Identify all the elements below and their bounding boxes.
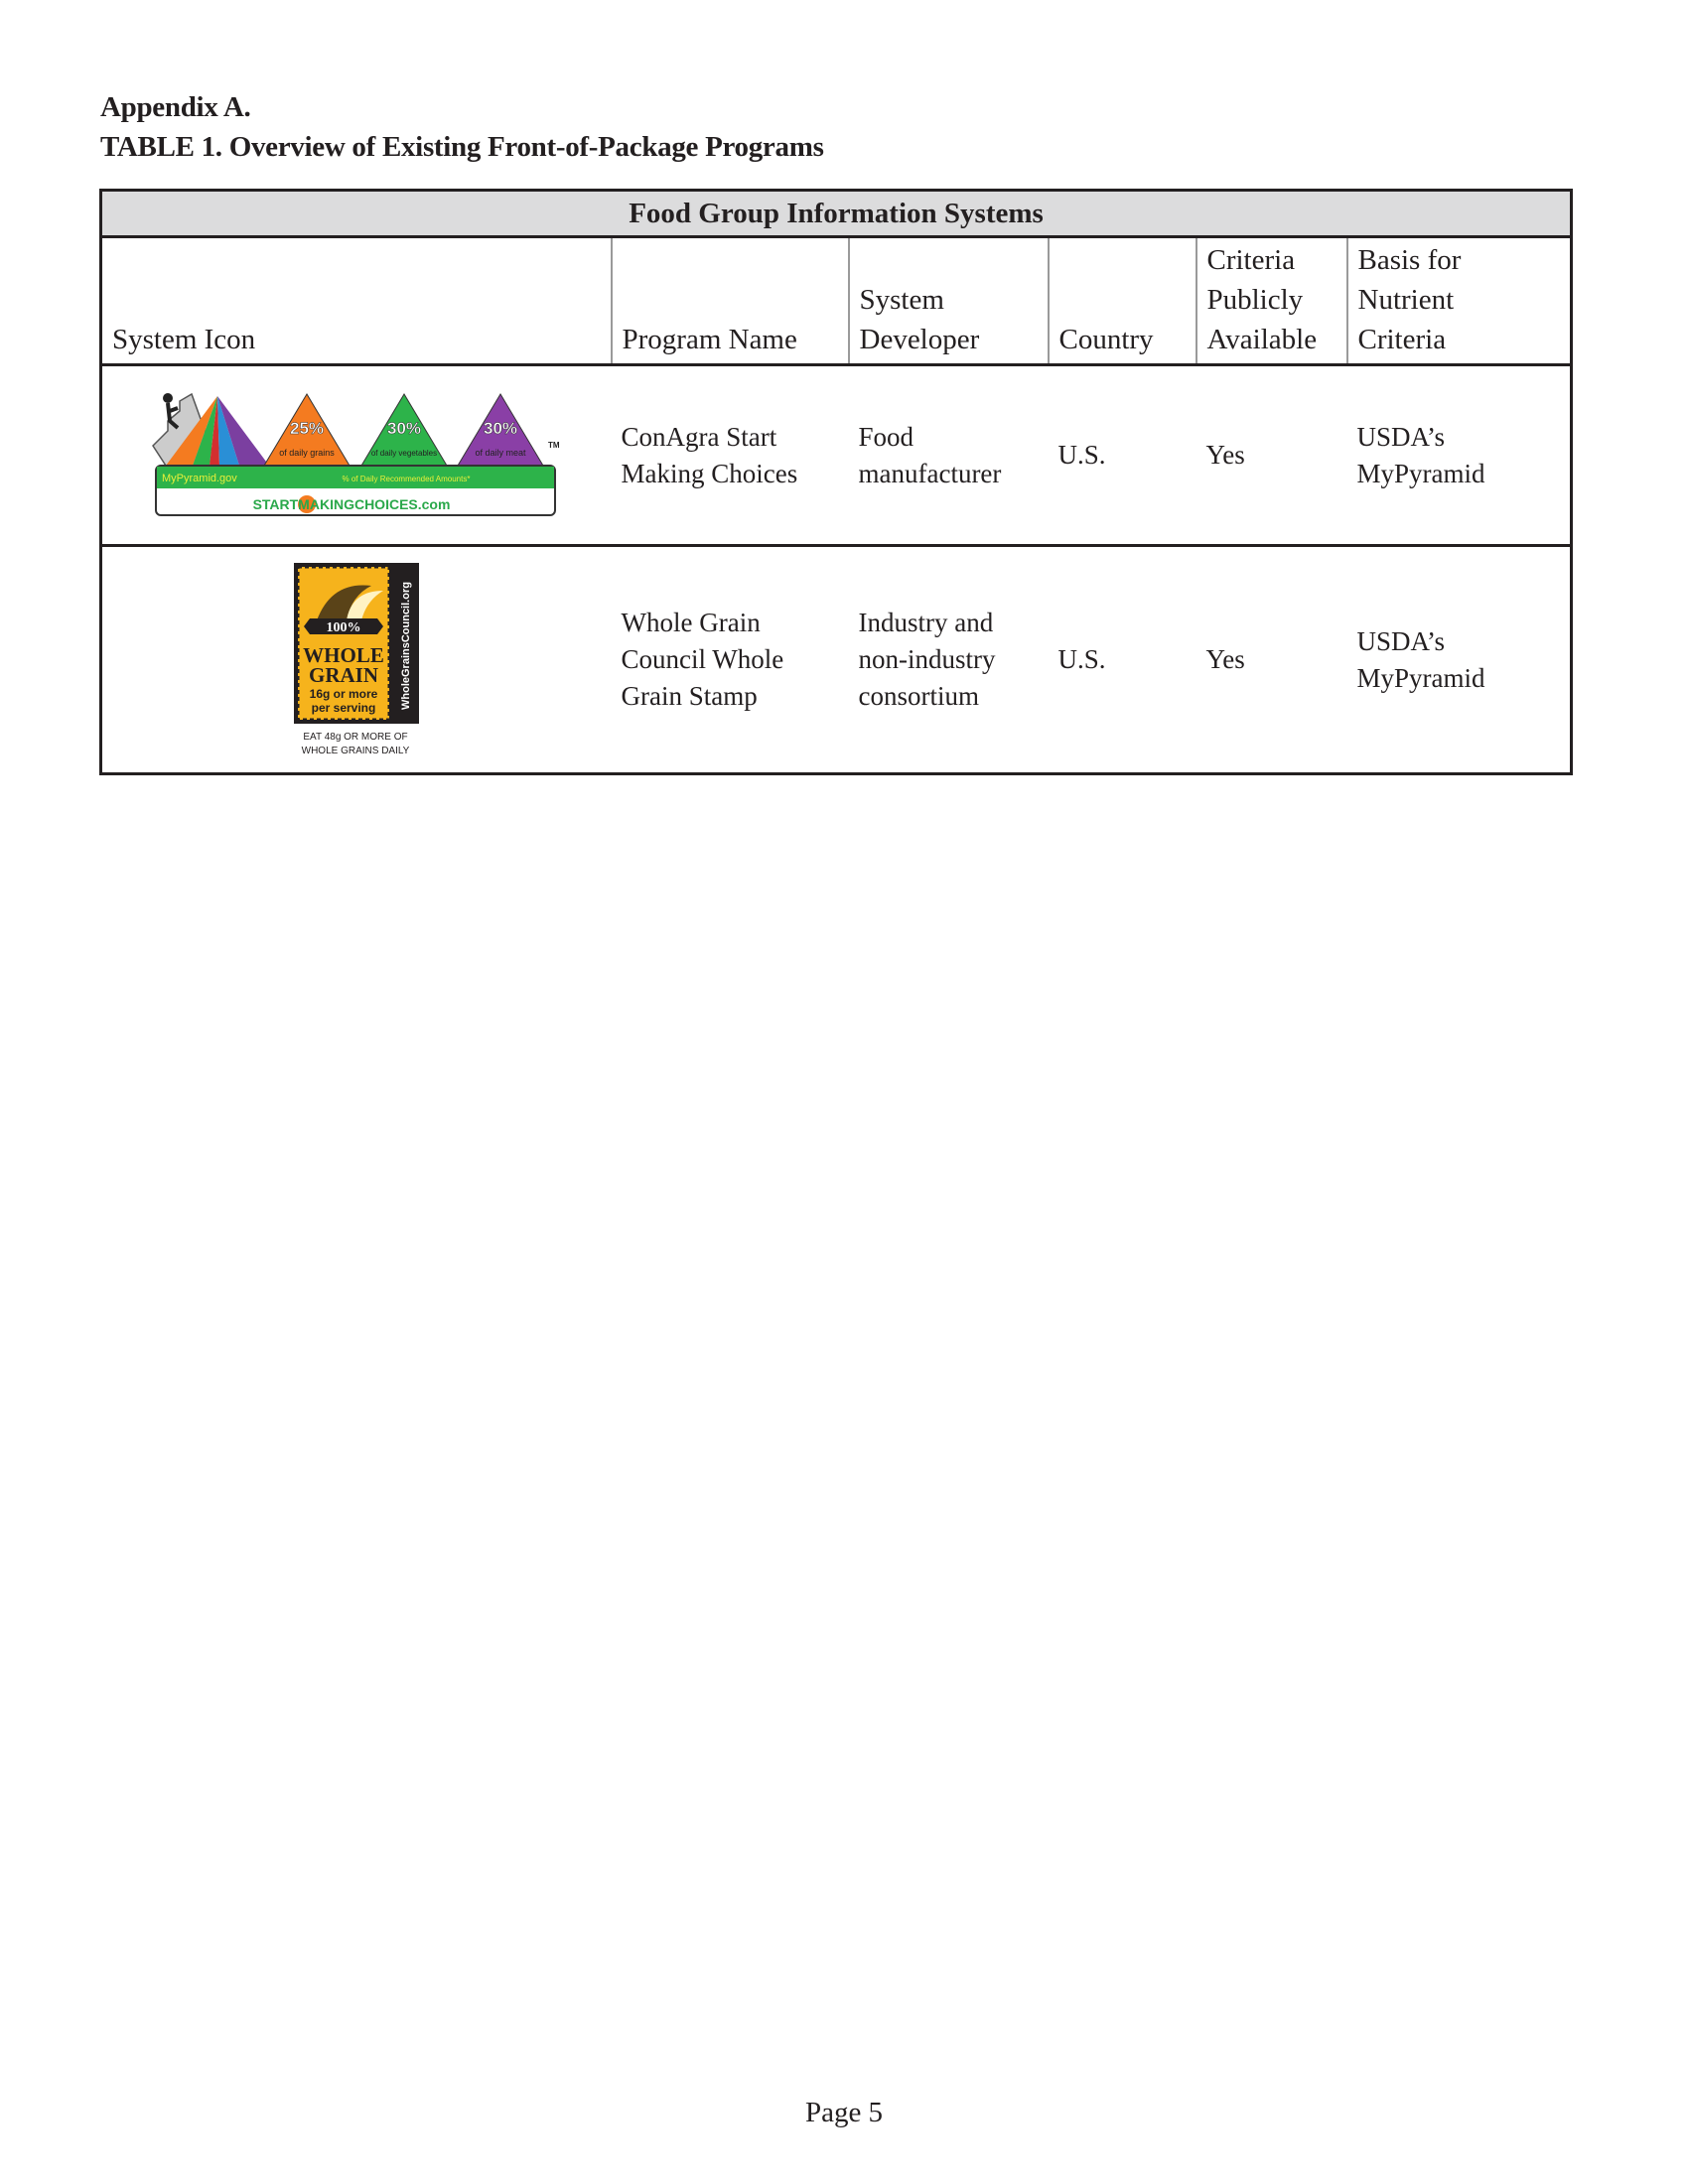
col-system-developer <box>849 237 1049 365</box>
grains-label: of daily grains <box>279 447 336 458</box>
stamp-amount2: per serving <box>311 700 376 715</box>
basis <box>1347 365 1572 546</box>
stamp-footer2: WHOLE GRAINS DAILY <box>301 745 410 756</box>
meat-pct: 30% <box>484 418 518 438</box>
url-text: STARTMAKINGCHOICES.com <box>252 495 451 512</box>
stamp-amount1: 16g or more <box>309 686 378 701</box>
stamp-line2: GRAIN <box>309 662 379 687</box>
program-name-text: Whole Grain Council Whole Grain Stamp <box>621 608 784 711</box>
veg-pct: 30% <box>387 418 422 438</box>
stamp-side-text: WholeGrainsCouncil.org <box>400 581 413 710</box>
veg-label: of daily vegetables <box>371 448 438 458</box>
trademark: TM <box>548 440 560 450</box>
col-basis <box>1347 237 1572 365</box>
col-system-icon: System Icon <box>101 237 612 365</box>
programs-table <box>99 189 1573 775</box>
program-name <box>612 546 849 774</box>
developer: Food manufacturer <box>849 365 1049 546</box>
section-header: Food Group Information Systems <box>101 191 1572 237</box>
basis-text: USDA’s MyPyramid <box>1356 421 1485 488</box>
developer: Industry and non-industry consortium <box>849 546 1049 774</box>
col-label: Basis for Nutrient Criteria <box>1357 244 1462 355</box>
appendix-heading: Appendix A. <box>100 91 251 123</box>
col-label: Criteria Publicly Available <box>1206 244 1318 355</box>
criteria-public: Yes <box>1196 365 1347 546</box>
figure-head <box>163 393 173 403</box>
start-making-choices-logo-icon <box>148 386 565 525</box>
col-criteria-public <box>1196 237 1347 365</box>
table-title: TABLE 1. Overview of Existing Front-of-Package Programs <box>100 131 824 163</box>
system-icon-cell <box>101 365 612 546</box>
whole-grain-stamp-icon <box>292 561 421 759</box>
country: U.S. <box>1049 365 1196 546</box>
basis-text: USDA’s MyPyramid <box>1356 625 1485 693</box>
daily-amounts-text: % of Daily Recommended Amounts* <box>342 474 471 483</box>
country: U.S. <box>1049 546 1196 774</box>
basis <box>1347 546 1572 774</box>
col-label: System Developer <box>859 284 980 355</box>
meat-label: of daily meat <box>475 447 526 458</box>
page-number: Page 5 <box>804 2097 884 2128</box>
program-name: ConAgra Start Making Choices <box>612 365 849 546</box>
grains-pct: 25% <box>290 418 325 438</box>
col-program-name: Program Name <box>612 237 849 365</box>
mypyramid-text: MyPyramid.gov <box>162 472 238 484</box>
criteria-public: Yes <box>1196 546 1347 774</box>
stamp-line1: WHOLE <box>303 642 385 667</box>
stamp-pct: 100% <box>326 619 361 635</box>
system-icon-cell <box>101 546 612 774</box>
col-country: Country <box>1049 237 1196 365</box>
table-row <box>101 365 1572 546</box>
table-row <box>101 546 1572 774</box>
stamp-footer1: EAT 48g OR MORE OF <box>303 731 408 743</box>
